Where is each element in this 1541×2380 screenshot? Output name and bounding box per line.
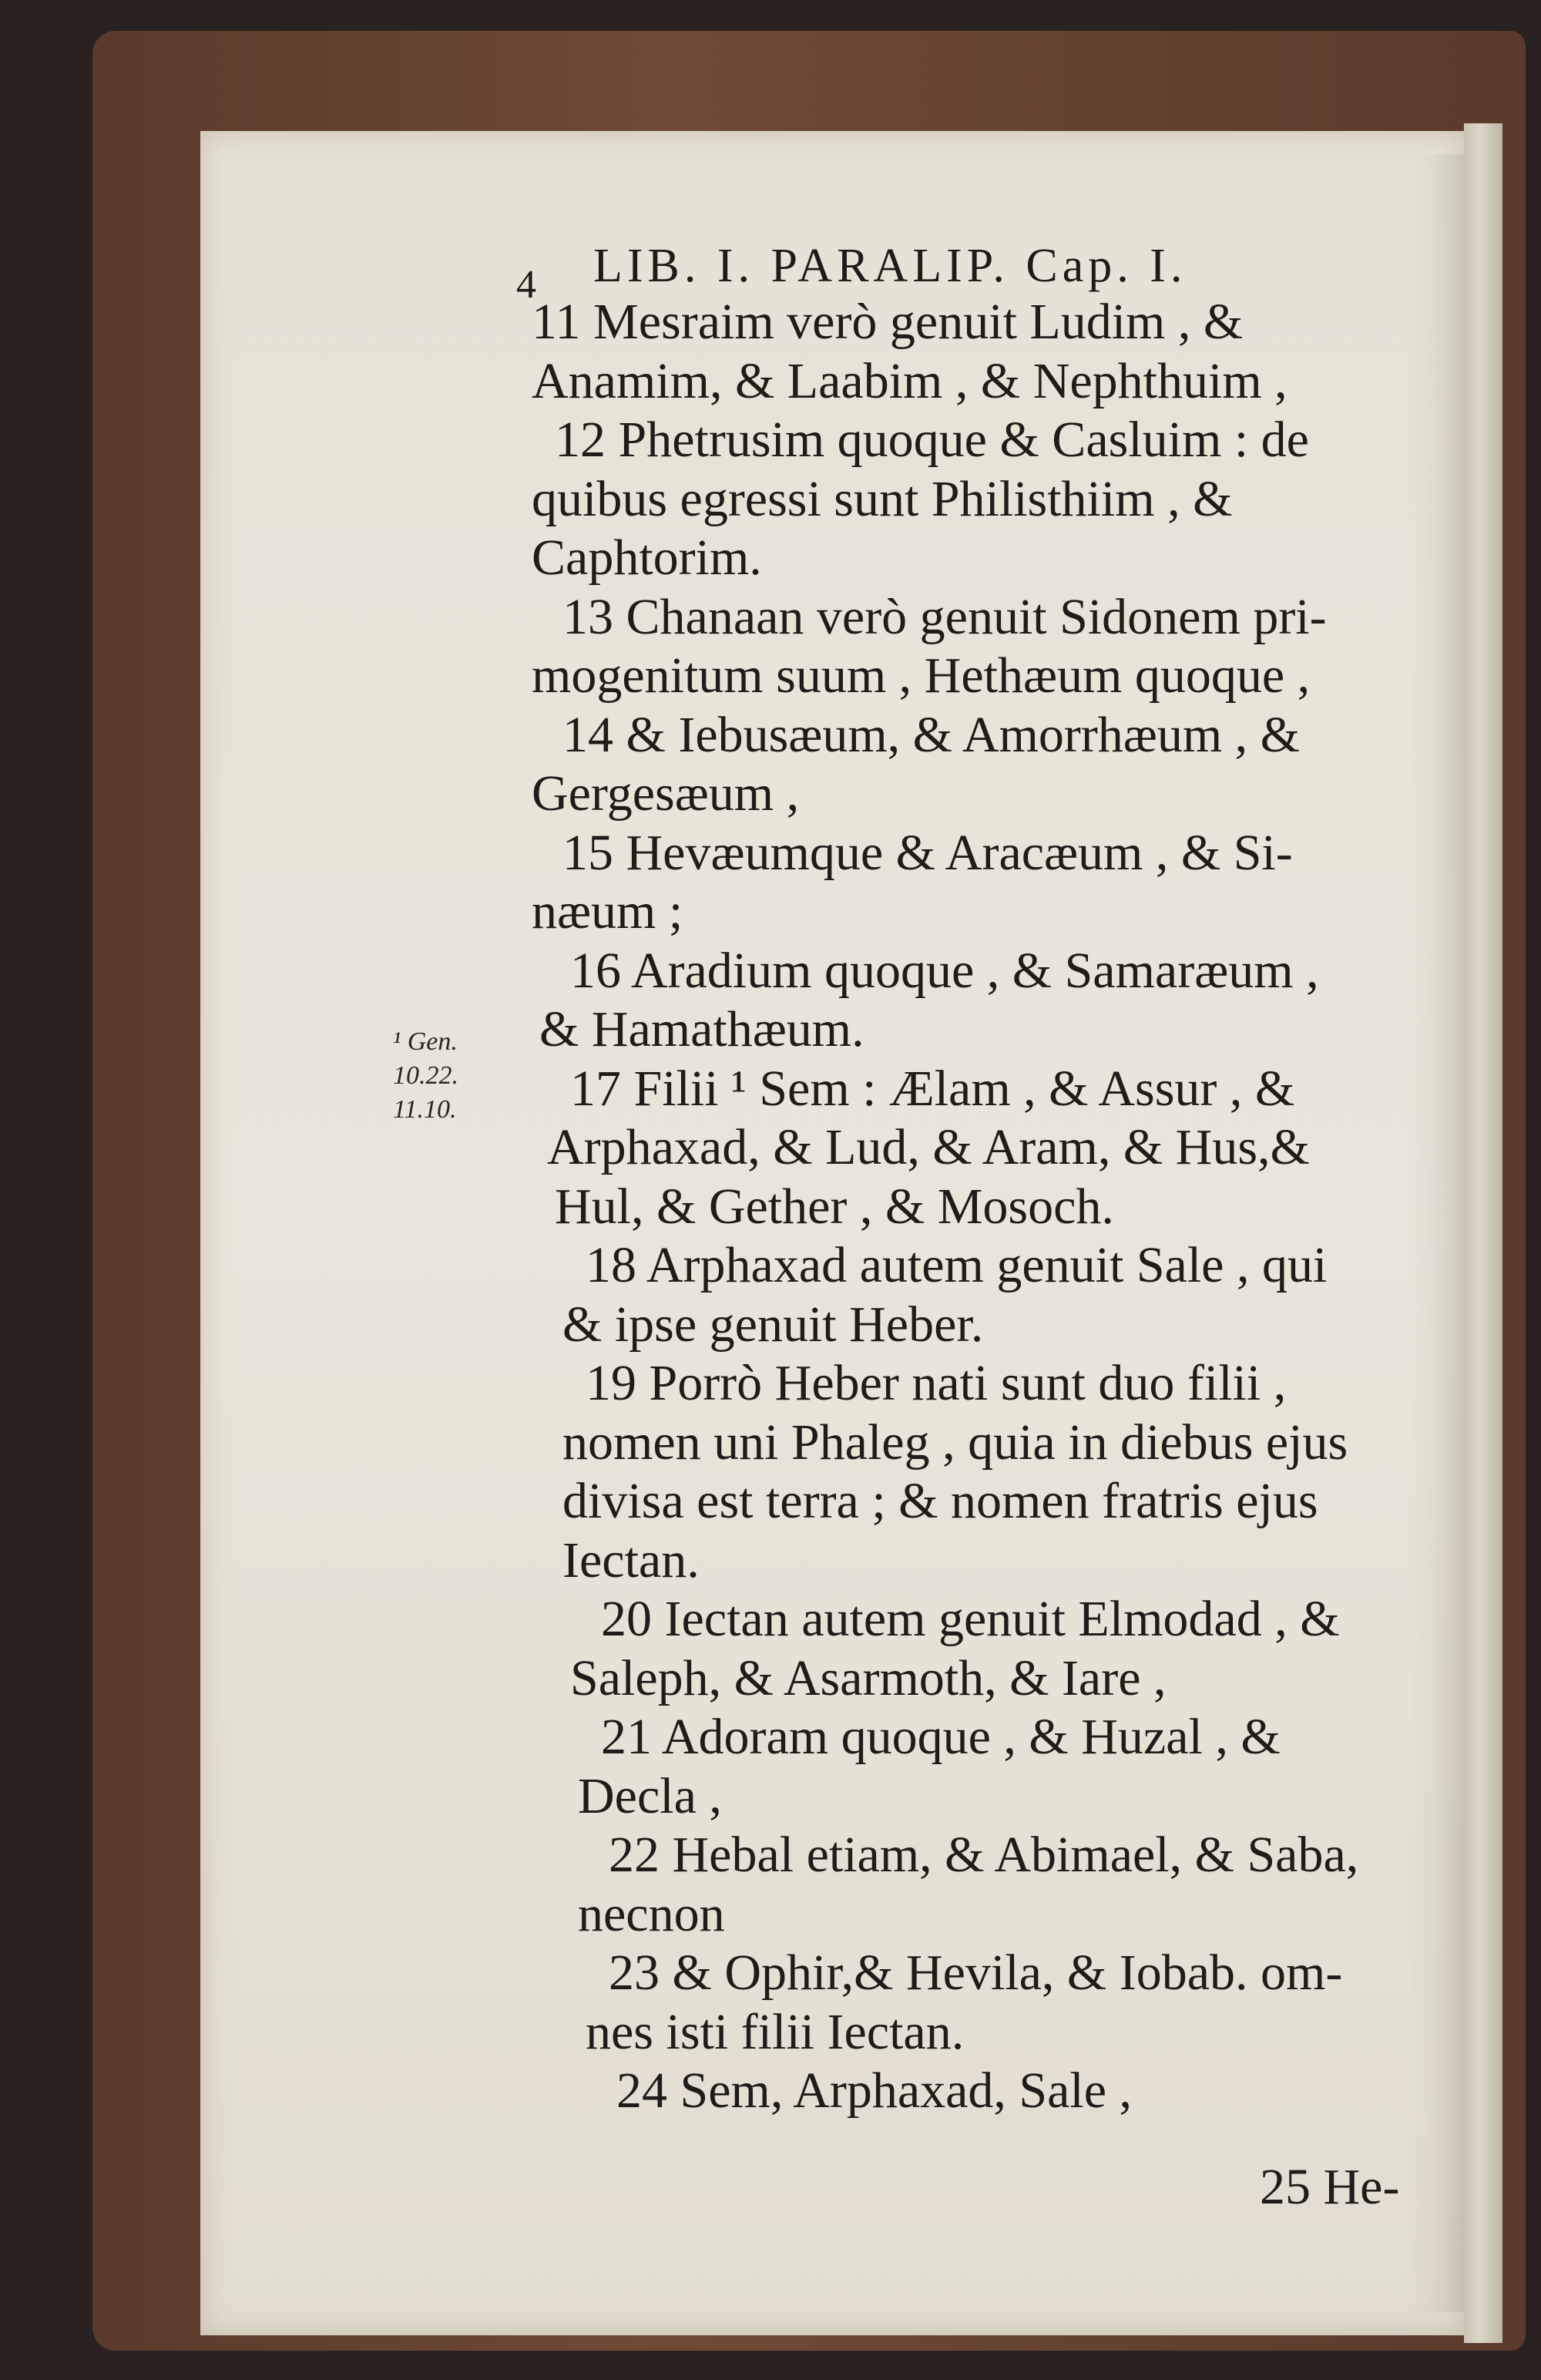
text-line: Saleph, & Asarmoth, & Iare , [570, 1649, 1167, 1706]
margin-note-line: 10.22. [393, 1061, 458, 1090]
text-line: & ipse genuit Heber. [562, 1296, 984, 1353]
catchword: 25 He- [1260, 2159, 1400, 2215]
margin-note-line: ¹ Gen. [393, 1027, 458, 1056]
text-line: 24 Sem, Arphaxad, Sale , [616, 2062, 1133, 2119]
text-line: 23 & Ophir,& Hevila, & Iobab. om- [609, 1945, 1343, 2001]
text-line: necnon [578, 1885, 725, 1942]
running-header: LIB. I. PARALIP. Cap. I. [593, 240, 1187, 292]
text-line: 20 Iectan autem genuit Elmodad , & [601, 1591, 1340, 1647]
text-line: 15 Hevæumque & Aracæum , & Si- [562, 824, 1293, 881]
text-line: 14 & Iebusæum, & Amorrhæum , & [562, 706, 1300, 763]
text-line: & Hamathæum. [539, 1001, 865, 1057]
text-line: 17 Filii ¹ Sem : Ælam , & Assur , & [570, 1060, 1295, 1117]
text-line: divisa est terra ; & nomen fratris ejus [562, 1473, 1318, 1529]
page-edge [1464, 123, 1502, 2343]
text-line: Caphtorim. [532, 529, 762, 586]
margin-note-line: 11.10. [393, 1095, 457, 1124]
text-line: 21 Adoram quoque , & Huzal , & [601, 1709, 1281, 1765]
margin-note [393, 1025, 458, 1127]
text-line: Decla , [578, 1767, 722, 1824]
text-line: mogenitum suum , Hethæum quoque , [532, 647, 1311, 704]
text-line: næum ; [532, 883, 683, 940]
text-line: 19 Porrò Heber nati sunt duo filii , [586, 1355, 1287, 1411]
text-line: 13 Chanaan verò genuit Sidonem pri- [562, 588, 1327, 645]
verse-text [532, 293, 1402, 2121]
text-line: Hul, & Gether , & Mosoch. [555, 1178, 1114, 1235]
text-line: quibus egressi sunt Philisthiim , & [532, 470, 1233, 527]
text-line: 22 Hebal etiam, & Abimael, & Saba, [609, 1827, 1359, 1883]
text-line: nomen uni Phaleg , quia in diebus ejus [562, 1414, 1348, 1471]
text-line: Anamim, & Laabim , & Nephthuim , [532, 352, 1288, 409]
text-line: nes isti filii Iectan. [586, 2003, 965, 2060]
text-line: 18 Arphaxad autem genuit Sale , qui [586, 1237, 1328, 1293]
text-line: 12 Phetrusim quoque & Casluim : de [555, 412, 1309, 468]
text-line: Arphaxad, & Lud, & Aram, & Hus,& [547, 1119, 1310, 1175]
text-line: 16 Aradium quoque , & Samaræum , [570, 942, 1319, 999]
page-number: 4 [516, 263, 536, 307]
text-line: 11 Mesraim verò genuit Ludim , & [532, 294, 1244, 350]
text-line: Iectan. [562, 1531, 700, 1588]
page-shadow [1410, 154, 1464, 2312]
text-line: Gergesæum , [532, 765, 800, 822]
